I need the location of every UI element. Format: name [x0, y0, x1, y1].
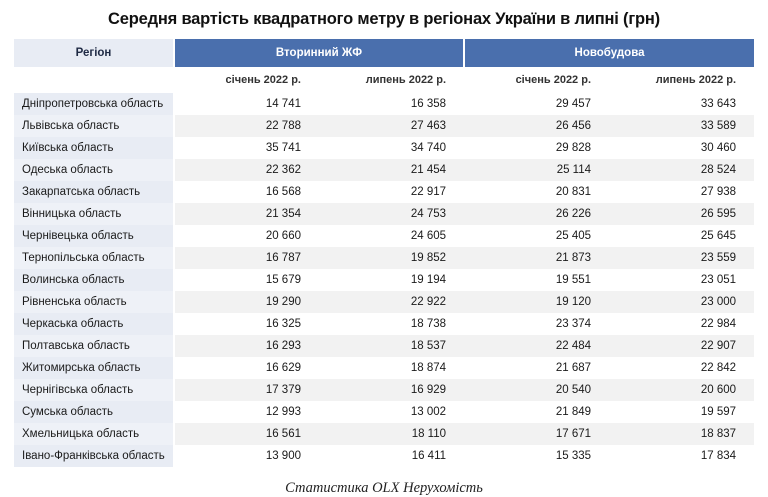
table-header — [14, 39, 754, 93]
table-row — [14, 137, 754, 159]
cell-value: 21 849 — [464, 401, 609, 423]
cell-value: 19 597 — [609, 401, 754, 423]
cell-region: Полтавська область — [14, 335, 174, 357]
cell-value: 12 993 — [174, 401, 319, 423]
cell-region: Одеська область — [14, 159, 174, 181]
cell-value: 33 643 — [609, 93, 754, 115]
cell-value: 19 120 — [464, 291, 609, 313]
cell-value: 19 290 — [174, 291, 319, 313]
cell-value: 27 463 — [319, 115, 464, 137]
group-header-newbuild: Новобудова — [464, 39, 754, 67]
cell-value: 14 741 — [174, 93, 319, 115]
cell-value: 35 741 — [174, 137, 319, 159]
cell-value: 22 362 — [174, 159, 319, 181]
cell-region: Сумська область — [14, 401, 174, 423]
cell-value: 18 537 — [319, 335, 464, 357]
cell-value: 26 595 — [609, 203, 754, 225]
cell-value: 18 110 — [319, 423, 464, 445]
table-row — [14, 225, 754, 247]
table-row — [14, 379, 754, 401]
cell-value: 18 837 — [609, 423, 754, 445]
cell-value: 33 589 — [609, 115, 754, 137]
cell-value: 26 226 — [464, 203, 609, 225]
cell-value: 29 457 — [464, 93, 609, 115]
group-header-secondary: Вторинний ЖФ — [174, 39, 464, 67]
cell-value: 16 629 — [174, 357, 319, 379]
subheader-newbuild-jan: січень 2022 р. — [464, 67, 609, 93]
cell-region: Рівненська область — [14, 291, 174, 313]
cell-value: 17 834 — [609, 445, 754, 467]
cell-value: 22 842 — [609, 357, 754, 379]
subheader-newbuild-jul: липень 2022 р. — [609, 67, 754, 93]
cell-value: 16 325 — [174, 313, 319, 335]
subheader-row — [14, 67, 754, 93]
cell-value: 20 540 — [464, 379, 609, 401]
cell-value: 16 293 — [174, 335, 319, 357]
subheader-spacer — [14, 67, 174, 93]
cell-value: 20 831 — [464, 181, 609, 203]
subheader-secondary-jul: липень 2022 р. — [319, 67, 464, 93]
cell-region: Львівська область — [14, 115, 174, 137]
cell-region: Волинська область — [14, 269, 174, 291]
cell-value: 21 687 — [464, 357, 609, 379]
cell-region: Чернівецька область — [14, 225, 174, 247]
cell-value: 16 358 — [319, 93, 464, 115]
cell-value: 22 484 — [464, 335, 609, 357]
table-row — [14, 247, 754, 269]
cell-value: 19 194 — [319, 269, 464, 291]
cell-region: Дніпропетровська область — [14, 93, 174, 115]
cell-value: 23 374 — [464, 313, 609, 335]
cell-value: 27 938 — [609, 181, 754, 203]
table-row — [14, 115, 754, 137]
cell-region: Івано-Франківська область — [14, 445, 174, 467]
cell-region: Закарпатська область — [14, 181, 174, 203]
cell-value: 16 787 — [174, 247, 319, 269]
cell-value: 16 929 — [319, 379, 464, 401]
cell-region: Житомирська область — [14, 357, 174, 379]
cell-region: Тернопільська область — [14, 247, 174, 269]
cell-region: Чернігівська область — [14, 379, 174, 401]
cell-value: 23 051 — [609, 269, 754, 291]
cell-value: 34 740 — [319, 137, 464, 159]
table-row — [14, 357, 754, 379]
cell-value: 24 753 — [319, 203, 464, 225]
cell-value: 21 354 — [174, 203, 319, 225]
group-header-row — [14, 39, 754, 67]
subheader-secondary-jan: січень 2022 р. — [174, 67, 319, 93]
cell-value: 25 645 — [609, 225, 754, 247]
cell-value: 22 917 — [319, 181, 464, 203]
cell-value: 23 000 — [609, 291, 754, 313]
cell-value: 25 114 — [464, 159, 609, 181]
cell-region: Київська область — [14, 137, 174, 159]
cell-value: 15 335 — [464, 445, 609, 467]
cell-value: 30 460 — [609, 137, 754, 159]
page-title: Середня вартість квадратного метру в регіонах України в липні (грн) — [108, 10, 660, 28]
cell-value: 22 907 — [609, 335, 754, 357]
table-row — [14, 159, 754, 181]
cell-value: 17 671 — [464, 423, 609, 445]
cell-value: 20 660 — [174, 225, 319, 247]
cell-value: 16 561 — [174, 423, 319, 445]
column-header-region: Регіон — [14, 39, 174, 67]
table-row — [14, 181, 754, 203]
cell-value: 22 788 — [174, 115, 319, 137]
cell-value: 25 405 — [464, 225, 609, 247]
table-row — [14, 401, 754, 423]
cell-value: 19 551 — [464, 269, 609, 291]
cell-value: 24 605 — [319, 225, 464, 247]
table-row — [14, 335, 754, 357]
cell-value: 18 874 — [319, 357, 464, 379]
cell-value: 16 411 — [319, 445, 464, 467]
table-body — [14, 93, 754, 467]
price-table — [14, 39, 754, 467]
cell-value: 28 524 — [609, 159, 754, 181]
table-row — [14, 291, 754, 313]
cell-region: Вінницька область — [14, 203, 174, 225]
cell-region: Хмельницька область — [14, 423, 174, 445]
table-row — [14, 203, 754, 225]
cell-value: 21 454 — [319, 159, 464, 181]
cell-value: 16 568 — [174, 181, 319, 203]
cell-value: 18 738 — [319, 313, 464, 335]
cell-value: 26 456 — [464, 115, 609, 137]
table-row — [14, 93, 754, 115]
cell-value: 29 828 — [464, 137, 609, 159]
cell-value: 22 984 — [609, 313, 754, 335]
cell-value: 13 900 — [174, 445, 319, 467]
cell-value: 19 852 — [319, 247, 464, 269]
cell-value: 22 922 — [319, 291, 464, 313]
table-row — [14, 423, 754, 445]
cell-value: 23 559 — [609, 247, 754, 269]
cell-value: 17 379 — [174, 379, 319, 401]
cell-value: 15 679 — [174, 269, 319, 291]
cell-value: 13 002 — [319, 401, 464, 423]
cell-value: 20 600 — [609, 379, 754, 401]
cell-value: 21 873 — [464, 247, 609, 269]
table-row — [14, 445, 754, 467]
cell-region: Черкаська область — [14, 313, 174, 335]
table-row — [14, 313, 754, 335]
table-row — [14, 269, 754, 291]
source-caption: Статистика OLX Нерухомість — [285, 480, 483, 496]
